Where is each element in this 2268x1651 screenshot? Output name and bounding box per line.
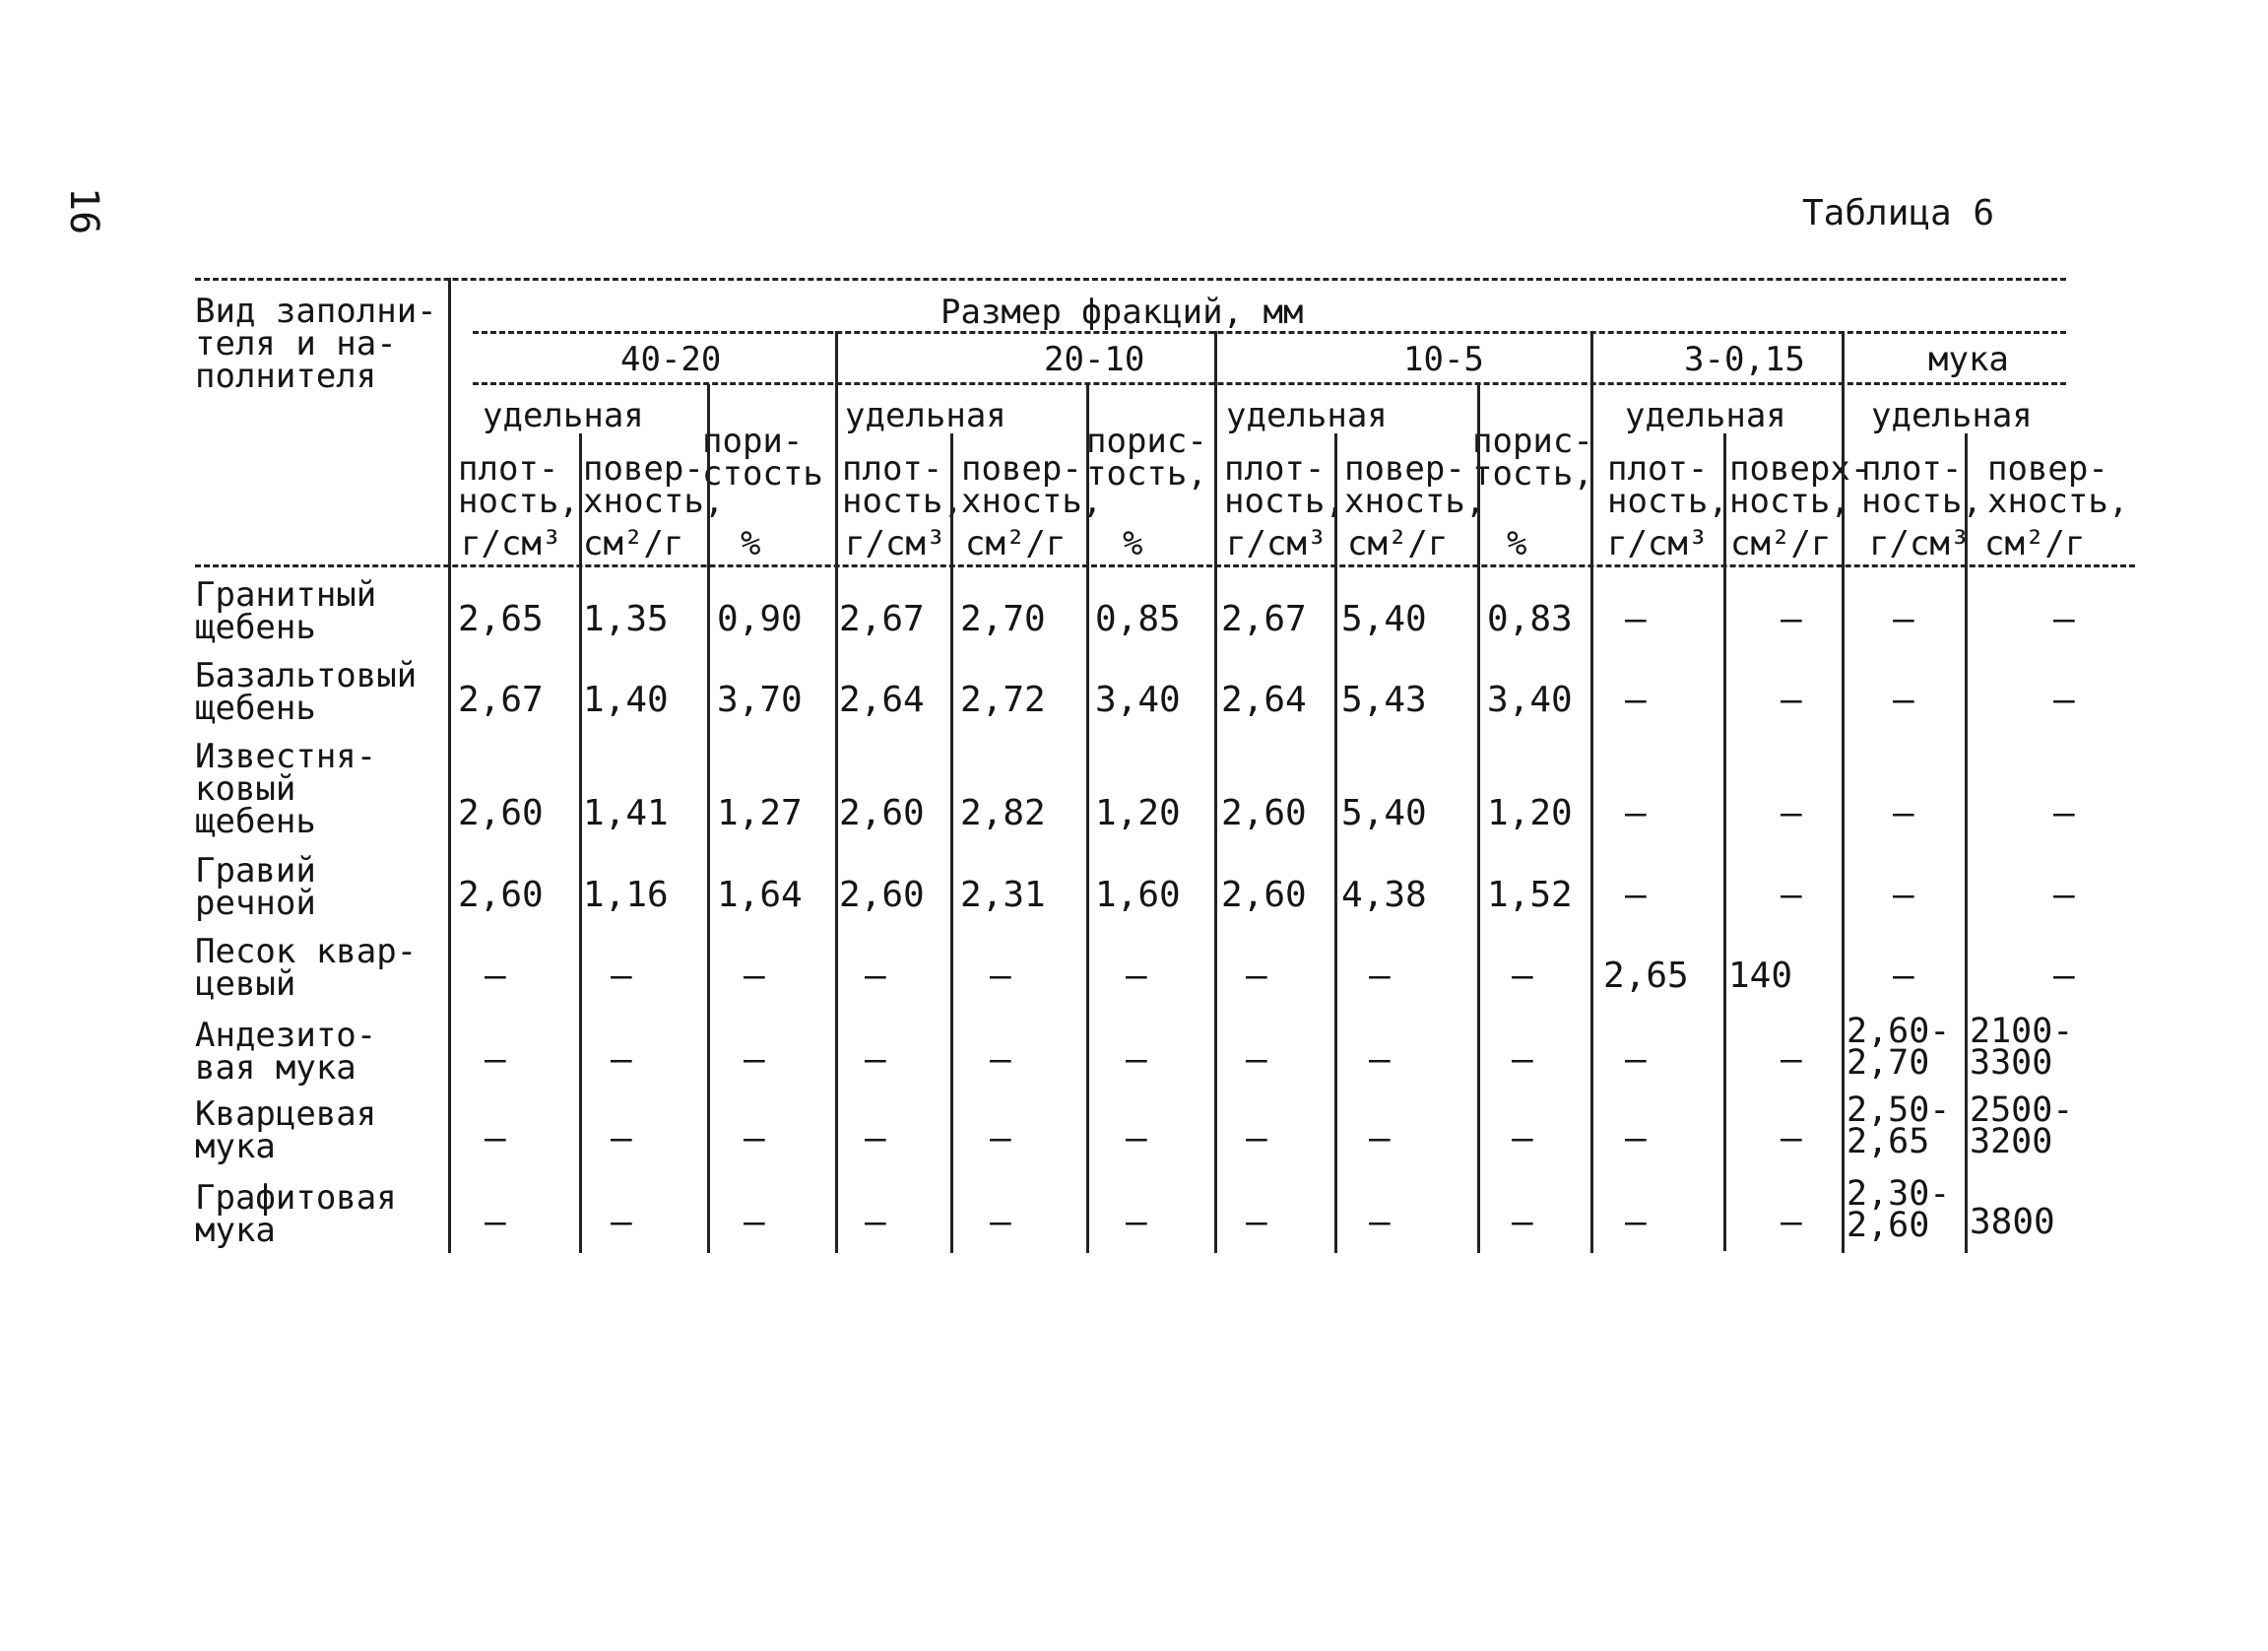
filler-type-header: Вид заполни- теля и на- полнителя (195, 292, 437, 396)
table-cell: 2,67 (458, 680, 544, 720)
table-cell: 3,40 (1095, 680, 1181, 720)
col-divider-2 (707, 384, 710, 1253)
table-cell: 2,60 (1221, 875, 1307, 915)
table-cell: 0,90 (717, 599, 803, 639)
table-cell: 1,27 (717, 793, 803, 833)
table-cell: – (2053, 793, 2075, 833)
surface-label-4: поверх- ность, (1729, 449, 1871, 521)
col-divider-8 (1477, 384, 1480, 1253)
table-cell: – (485, 1118, 506, 1158)
table-cell: – (1625, 1039, 1647, 1080)
table-cell: – (744, 1202, 765, 1242)
unit-surface-5: см²/г (1984, 524, 2086, 563)
group-40-20: 40-20 (620, 340, 722, 379)
table-cell: 2,60- 2,70 (1847, 1012, 1951, 1083)
unit-surface-3: см²/г (1347, 524, 1449, 563)
table-cell: – (1625, 793, 1647, 833)
table-cell: – (1625, 1118, 1647, 1158)
density-label-2: плот- ность, (842, 449, 963, 521)
header-group-rule (473, 382, 2066, 385)
table-cell: 2,60 (839, 875, 925, 915)
table-cell: 1,16 (583, 875, 669, 915)
table-cell: – (1369, 1202, 1391, 1242)
col-divider-11 (1842, 331, 1845, 1253)
table-cell: – (990, 1118, 1011, 1158)
col-divider-1 (579, 433, 582, 1253)
table-cell: – (1512, 1118, 1533, 1158)
table-cell: 2,72 (960, 680, 1046, 720)
udelnaya-2: удельная (845, 396, 1006, 435)
table-cell: – (485, 1202, 506, 1242)
table-cell: – (865, 1202, 886, 1242)
table-cell: – (744, 1039, 765, 1080)
table-cell: – (744, 956, 765, 996)
table-cell: 2100- 3300 (1970, 1012, 2074, 1083)
table-cell: – (2053, 956, 2075, 996)
col-divider-10 (1723, 433, 1726, 1251)
table-cell: 140 (1728, 956, 1793, 996)
table-cell: – (990, 1039, 1011, 1080)
table-cell: 3,40 (1487, 680, 1573, 720)
row-label: Песок квар- цевый (195, 932, 418, 1004)
table-cell: – (1893, 956, 1914, 996)
table-cell: – (1369, 956, 1391, 996)
table-cell: – (1893, 680, 1914, 720)
row-label: Базальтовый щебень (195, 656, 418, 728)
udelnaya-4: удельная (1625, 396, 1786, 435)
unit-density-3: г/см³ (1226, 524, 1328, 563)
row-label: Известня- ковый щебень (195, 737, 377, 841)
table-cell: 1,41 (583, 793, 669, 833)
surface-label-2: повер- хность, (961, 449, 1103, 521)
unit-density-1: г/см³ (461, 524, 562, 563)
table-cell: – (485, 1039, 506, 1080)
table-title: Таблица 6 (1802, 193, 1995, 233)
header-top-rule (195, 278, 2066, 281)
table-cell: 2500- 3200 (1970, 1090, 2074, 1161)
table-cell: 2,60 (458, 793, 544, 833)
unit-density-4: г/см³ (1607, 524, 1709, 563)
table-cell: – (1126, 1039, 1147, 1080)
col-divider-9 (1590, 331, 1593, 1253)
table-cell: 2,65 (1603, 956, 1689, 996)
table-cell: – (611, 1118, 632, 1158)
row-label: Графитовая мука (195, 1178, 397, 1250)
table-cell: – (1369, 1118, 1391, 1158)
table-cell: – (1781, 1118, 1802, 1158)
table-cell: 5,43 (1341, 680, 1427, 720)
page-number: 16 (61, 187, 106, 235)
table-cell: 2,70 (960, 599, 1046, 639)
table-cell: 1,52 (1487, 875, 1573, 915)
table-cell: – (1625, 599, 1647, 639)
surface-label-3: повер- хность, (1344, 449, 1486, 521)
table-cell: – (865, 1118, 886, 1158)
table-cell: – (611, 956, 632, 996)
unit-percent-2: % (1123, 524, 1143, 563)
table-cell: – (1126, 956, 1147, 996)
table-cell: – (990, 1202, 1011, 1242)
table-cell: 1,20 (1487, 793, 1573, 833)
group-20-10: 20-10 (1044, 340, 1145, 379)
table-cell: – (1625, 680, 1647, 720)
unit-surface-4: см²/г (1730, 524, 1832, 563)
surface-label-1: повер- хность, (583, 449, 725, 521)
table-cell: – (1781, 1202, 1802, 1242)
table-cell: 0,83 (1487, 599, 1573, 639)
porosity-label-1: пори- стость (702, 422, 823, 494)
table-cell: – (1246, 1202, 1267, 1242)
table-cell: 1,64 (717, 875, 803, 915)
table-cell: – (611, 1202, 632, 1242)
table-cell: – (1369, 1039, 1391, 1080)
table-cell: – (865, 956, 886, 996)
table-cell: 2,82 (960, 793, 1046, 833)
group-3-015: 3-0,15 (1684, 340, 1805, 379)
table-cell: – (611, 1039, 632, 1080)
table-cell: 5,40 (1341, 599, 1427, 639)
row-label: Кварцевая мука (195, 1094, 377, 1166)
unit-density-2: г/см³ (845, 524, 946, 563)
unit-density-5: г/см³ (1869, 524, 1971, 563)
table-cell: – (744, 1118, 765, 1158)
density-label-4: плот- ность, (1607, 449, 1728, 521)
table-cell: – (1126, 1118, 1147, 1158)
table-cell: – (2053, 680, 2075, 720)
table-cell: 2,67 (839, 599, 925, 639)
table-cell: – (1781, 793, 1802, 833)
table-cell: – (865, 1039, 886, 1080)
table-cell: 2,31 (960, 875, 1046, 915)
table-cell: – (1625, 1202, 1647, 1242)
density-label-5: плот- ность, (1861, 449, 1982, 521)
table-cell: – (2053, 599, 2075, 639)
table-cell: – (1126, 1202, 1147, 1242)
table-cell: 1,35 (583, 599, 669, 639)
col-divider-6 (1214, 331, 1217, 1253)
col-divider-12 (1965, 433, 1968, 1253)
table-cell: 1,20 (1095, 793, 1181, 833)
table-cell: – (990, 956, 1011, 996)
table-cell: – (2053, 875, 2075, 915)
density-label-1: плот- ность, (458, 449, 579, 521)
table-cell: – (1625, 875, 1647, 915)
table-cell: – (1781, 680, 1802, 720)
table-cell: 1,40 (583, 680, 669, 720)
table-cell: 2,60 (458, 875, 544, 915)
table-cell: 5,40 (1341, 793, 1427, 833)
unit-surface-1: см²/г (583, 524, 684, 563)
group-10-5: 10-5 (1403, 340, 1484, 379)
table-cell: 2,67 (1221, 599, 1307, 639)
table-cell: 3800 (1970, 1202, 2055, 1242)
row-label: Андезито- вая мука (195, 1016, 377, 1088)
table-cell: – (1893, 875, 1914, 915)
table-cell: – (1512, 1039, 1533, 1080)
table-cell: 2,65 (458, 599, 544, 639)
unit-surface-2: см²/г (965, 524, 1067, 563)
table-cell: 0,85 (1095, 599, 1181, 639)
unit-percent-3: % (1507, 524, 1527, 563)
group-muka: мука (1928, 340, 2009, 379)
col-divider-3 (835, 331, 838, 1253)
table-cell: – (485, 956, 506, 996)
table-cell: 2,30- 2,60 (1847, 1174, 1951, 1245)
udelnaya-5: удельная (1871, 396, 2033, 435)
table-cell: – (1781, 1039, 1802, 1080)
col-divider-4 (950, 433, 953, 1253)
porosity-label-2: порис- тость, (1086, 422, 1207, 494)
table-cell: – (1893, 599, 1914, 639)
fraction-size-header: Размер фракций, мм (940, 293, 1304, 332)
table-cell: 2,50- 2,65 (1847, 1090, 1951, 1161)
row-label: Гравий речной (195, 851, 316, 923)
porosity-label-3: порис- тость, (1472, 422, 1593, 494)
udelnaya-3: удельная (1226, 396, 1388, 435)
table-cell: 2,64 (839, 680, 925, 720)
table-cell: 2,60 (839, 793, 925, 833)
table-cell: – (1781, 875, 1802, 915)
table-cell: – (1893, 793, 1914, 833)
table-cell: – (1512, 1202, 1533, 1242)
unit-percent-1: % (741, 524, 761, 563)
col-divider-7 (1334, 433, 1337, 1253)
row-label: Гранитный щебень (195, 575, 377, 647)
table-cell: – (1246, 1039, 1267, 1080)
col-divider-0 (448, 278, 451, 1253)
table-cell: – (1512, 956, 1533, 996)
table-cell: 2,60 (1221, 793, 1307, 833)
surface-label-5: повер- хность, (1987, 449, 2129, 521)
table-cell: – (1781, 599, 1802, 639)
col-divider-5 (1086, 384, 1089, 1253)
table-cell: – (1246, 1118, 1267, 1158)
table-cell: 4,38 (1341, 875, 1427, 915)
table-cell: 2,64 (1221, 680, 1307, 720)
density-label-3: плот- ность, (1224, 449, 1345, 521)
table-cell: – (1246, 956, 1267, 996)
udelnaya-1: удельная (483, 396, 644, 435)
table-cell: 1,60 (1095, 875, 1181, 915)
table-cell: 3,70 (717, 680, 803, 720)
